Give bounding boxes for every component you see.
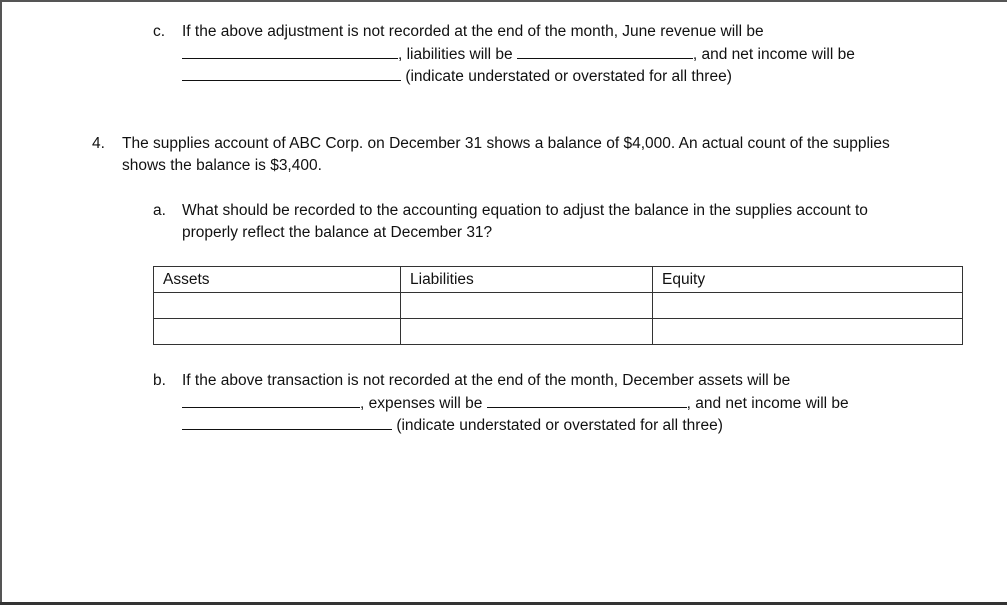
answer-blank-net-income[interactable] [182, 66, 401, 81]
equity-cell[interactable] [653, 319, 963, 345]
part-a-label: a. [153, 202, 166, 219]
equity-cell[interactable] [653, 293, 963, 319]
page-border-left [0, 0, 2, 605]
table-row [154, 293, 963, 319]
liabilities-cell[interactable] [401, 319, 653, 345]
part-c-instruction: (indicate understated or overstated for all three) [405, 68, 732, 85]
part-b-instruction: (indicate understated or overstated for all three) [396, 417, 723, 434]
answer-blank-assets[interactable] [182, 393, 360, 408]
part-b-net-income-text: , and net income will be [686, 395, 849, 412]
answer-blank-net-income-b[interactable] [182, 415, 392, 430]
part-b-label: b. [153, 372, 166, 389]
question-4-line-1: The supplies account of ABC Corp. on December 31 shows a balance of $4,000. An actual count of the supplies [122, 135, 890, 152]
part-a-line-2: properly reflect the balance at December 31? [182, 224, 493, 241]
part-a-line-1: What should be recorded to the accounting equation to adjust the balance in the supplies account to [182, 202, 868, 219]
part-c-liabilities-text: , liabilities will be [398, 46, 513, 63]
part-b-line-2 [182, 393, 849, 414]
table-header-row [154, 267, 963, 293]
table-row [154, 319, 963, 345]
part-b-expenses-text: , expenses will be [360, 395, 483, 412]
liabilities-header: Liabilities [401, 267, 653, 293]
answer-blank-revenue[interactable] [182, 44, 398, 59]
answer-blank-expenses[interactable] [487, 393, 687, 408]
assets-cell[interactable] [154, 319, 401, 345]
question-4-line-2: shows the balance is $3,400. [122, 157, 322, 174]
assets-header: Assets [154, 267, 401, 293]
part-b-line-1: If the above transaction is not recorded at the end of the month, December assets will be [182, 372, 791, 389]
part-c-line-1: If the above adjustment is not recorded at the end of the month, June revenue will be [182, 23, 764, 40]
part-c-net-income-text: , and net income will be [692, 46, 855, 63]
equity-header: Equity [653, 267, 963, 293]
liabilities-cell[interactable] [401, 293, 653, 319]
accounting-equation-table [153, 266, 963, 345]
answer-blank-liabilities[interactable] [517, 44, 693, 59]
question-4-number: 4. [92, 135, 105, 152]
assets-cell[interactable] [154, 293, 401, 319]
page-border-top [0, 0, 1007, 2]
part-b-line-3 [182, 415, 723, 436]
part-c-line-3 [182, 66, 732, 87]
part-c-line-2 [182, 44, 855, 65]
part-c-label: c. [153, 23, 166, 40]
